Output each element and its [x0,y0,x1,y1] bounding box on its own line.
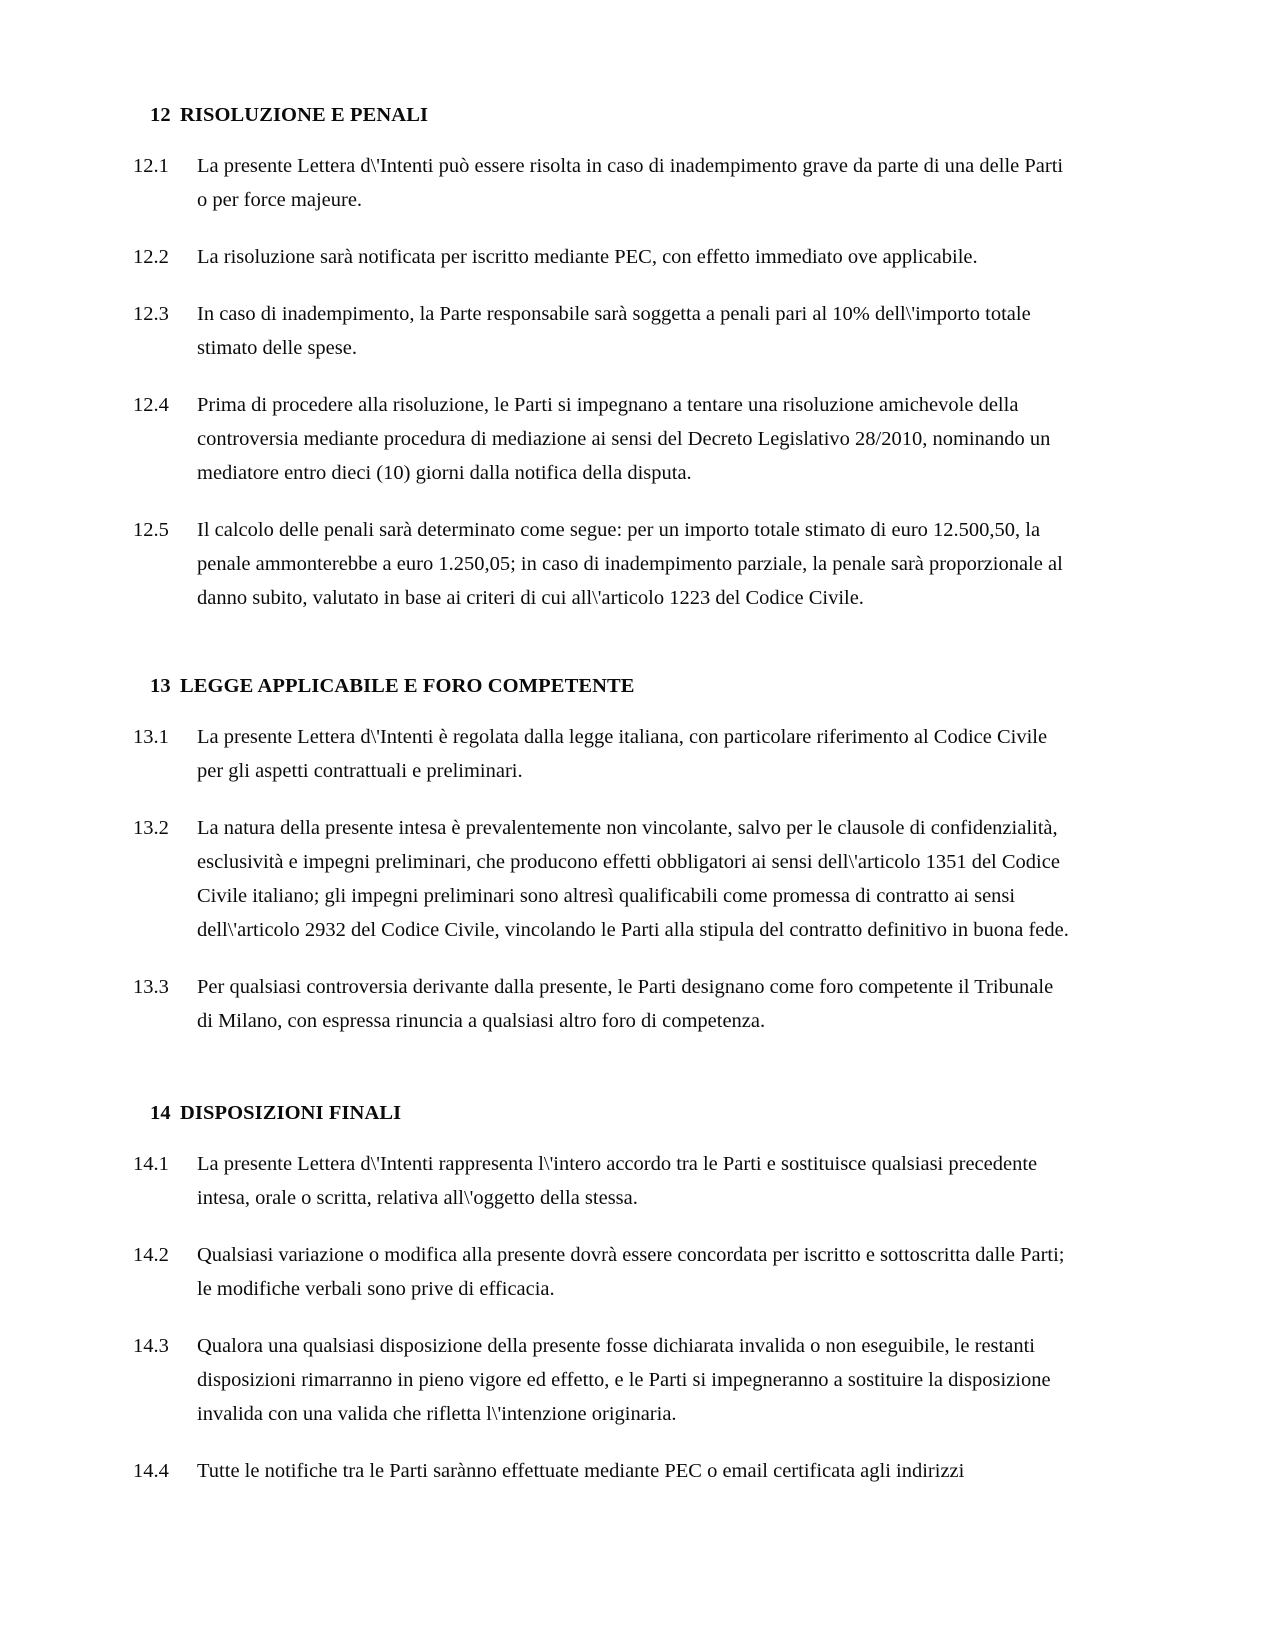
clause-14-4 [133,1454,1073,1488]
clause-text: La presente Lettera d\'Intenti rappresenta l\'intero accordo tra le Parti e sostituisce qualsiasi precedente intesa, orale o scritta, relativa all\'oggetto della stessa. [197,1153,1038,1209]
section-14-heading [133,1102,1073,1125]
clause-number: 12.5 [133,519,169,541]
clause-text: Tutte le notifiche tra le Parti sarànno effettuate mediante PEC o email certificata agli indirizzi [197,1460,965,1482]
clause-number: 12.1 [133,155,169,177]
clause-text: Qualora una qualsiasi disposizione della presente fosse dichiarata invalida o non eseguibile, le restanti disposizioni rimarranno in pieno vigore ed effetto, e le Parti si impegneranno a sostituire la disposizione invalida con una valida che rifletta l\'intenzione originaria. [197,1335,1051,1425]
section-12-number: 12 [150,104,171,126]
section-12-heading [133,104,1073,127]
clause-text: La natura della presente intesa è prevalentemente non vincolante, salvo per le clausole di confidenzialità, esclusività e impegni preliminari, che producono effetti obbligatori ai sensi dell\'articolo 1351 del Codice Civile italiano; gli impegni preliminari sono altresì qualificabili come promessa di contratto ai sensi dell\'articolo 2932 del Codice Civile, vincolando le Parti alla stipula del contratto definitivo in buona fede. [197,817,1069,941]
clause-text: Qualsiasi variazione o modifica alla presente dovrà essere concordata per iscritto e sottoscritta dalle Parti; le modifiche verbali sono prive di efficacia. [197,1244,1065,1300]
document-body [133,104,1073,1488]
clause-13-1 [133,720,1073,788]
clause-number: 14.1 [133,1153,169,1175]
section-13-heading [133,675,1073,698]
clause-number: 14.3 [133,1335,169,1357]
clause-number: 14.2 [133,1244,169,1266]
clause-14-2 [133,1238,1073,1306]
clause-text: Per qualsiasi controversia derivante dalla presente, le Parti designano come foro competente il Tribunale di Milano, con espressa rinuncia a qualsiasi altro foro di competenza. [197,976,1054,1032]
section-12-title: RISOLUZIONE E PENALI [180,104,429,126]
clause-text: Il calcolo delle penali sarà determinato come segue: per un importo totale stimato di euro 12.500,50, la penale ammonterebbe a euro 1.250,05; in caso di inadempimento parziale, la penale sarà proporzionale al danno subito, valutato in base ai criteri di cui all\'articolo 1223 del Codice Civile. [197,519,1063,609]
clause-14-3 [133,1329,1073,1431]
clause-text: La presente Lettera d\'Intenti può essere risolta in caso di inadempimento grave da parte di una delle Parti o per force majeure. [197,155,1064,211]
section-12 [133,104,1073,615]
section-14-title: DISPOSIZIONI FINALI [180,1102,402,1124]
clause-12-1 [133,149,1073,217]
clause-12-3 [133,297,1073,365]
clause-number: 14.4 [133,1460,169,1482]
section-13-title: LEGGE APPLICABILE E FORO COMPETENTE [180,675,635,697]
clause-14-1 [133,1147,1073,1215]
clause-13-2 [133,811,1073,947]
clause-12-2 [133,240,1073,274]
clause-12-4 [133,388,1073,490]
clause-number: 12.3 [133,303,169,325]
clause-13-3 [133,970,1073,1038]
clause-number: 12.2 [133,246,169,268]
section-14 [133,1102,1073,1488]
section-13 [133,675,1073,1038]
clause-text: In caso di inadempimento, la Parte responsabile sarà soggetta a penali pari al 10% dell\'importo totale stimato delle spese. [197,303,1031,359]
clause-number: 12.4 [133,394,169,416]
section-14-number: 14 [150,1102,171,1124]
clause-number: 13.1 [133,726,169,748]
clause-number: 13.3 [133,976,169,998]
clause-12-5 [133,513,1073,615]
clause-text: La risoluzione sarà notificata per iscritto mediante PEC, con effetto immediato ove applicabile. [197,246,978,268]
section-13-number: 13 [150,675,171,697]
clause-number: 13.2 [133,817,169,839]
clause-text: Prima di procedere alla risoluzione, le Parti si impegnano a tentare una risoluzione amichevole della controversia mediante procedura di mediazione ai sensi del Decreto Legislativo 28/2010, nominando un mediatore entro dieci (10) giorni dalla notifica della disputa. [197,394,1051,484]
clause-text: La presente Lettera d\'Intenti è regolata dalla legge italiana, con particolare riferimento al Codice Civile per gli aspetti contrattuali e preliminari. [197,726,1048,782]
